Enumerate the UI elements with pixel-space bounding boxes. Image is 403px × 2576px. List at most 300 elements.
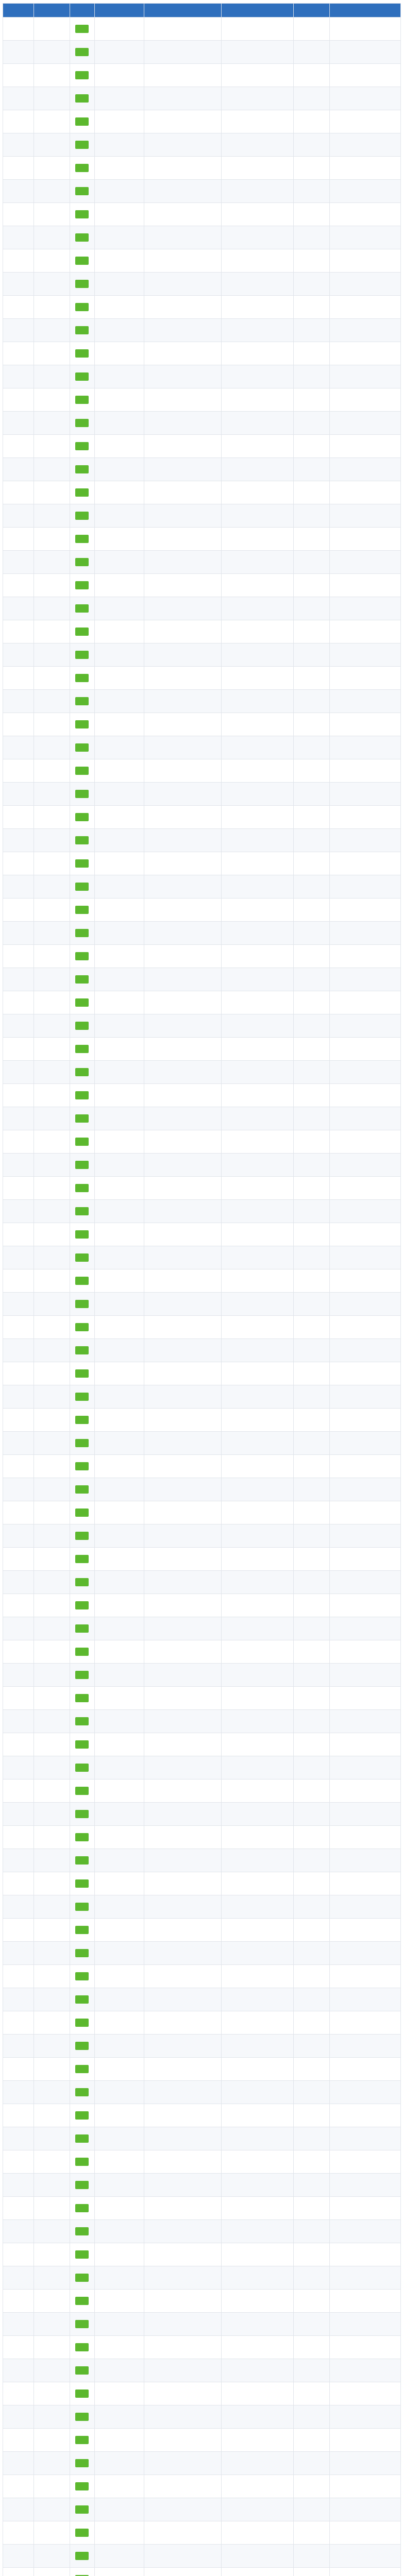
table-cell xyxy=(33,1756,70,1780)
table-cell xyxy=(293,1385,329,1409)
table-cell xyxy=(329,2174,400,2197)
status-badge xyxy=(75,929,89,937)
table-cell xyxy=(144,203,221,226)
table-cell xyxy=(3,365,33,388)
table-cell xyxy=(144,1849,221,1872)
status-badge xyxy=(75,2320,89,2328)
table-cell xyxy=(221,1478,293,1501)
table-cell xyxy=(144,18,221,41)
table-cell xyxy=(329,1107,400,1130)
table-cell xyxy=(329,1038,400,1061)
table-cell xyxy=(3,1478,33,1501)
table-cell xyxy=(3,922,33,945)
table-cell xyxy=(3,1640,33,1664)
table-cell xyxy=(94,852,144,875)
table-cell xyxy=(33,620,70,643)
status-badge xyxy=(75,1694,89,1702)
table-cell xyxy=(293,18,329,41)
table-cell xyxy=(221,968,293,991)
table-cell xyxy=(33,643,70,667)
table-row xyxy=(3,759,400,783)
table-row xyxy=(3,1687,400,1710)
status-badge xyxy=(75,2088,89,2096)
table-row xyxy=(3,667,400,690)
table-cell xyxy=(33,1942,70,1965)
table-cell xyxy=(144,852,221,875)
table-cell xyxy=(144,1919,221,1942)
table-cell xyxy=(144,1246,221,1269)
table-cell xyxy=(221,2521,293,2545)
table-cell xyxy=(70,1617,94,1640)
table-cell xyxy=(329,2568,400,2576)
table-cell xyxy=(94,2475,144,2498)
table-cell xyxy=(33,991,70,1014)
table-cell xyxy=(94,597,144,620)
table-cell xyxy=(3,2498,33,2521)
table-cell xyxy=(33,1571,70,1594)
table-cell xyxy=(33,18,70,41)
table-cell xyxy=(144,249,221,273)
table-cell xyxy=(144,2035,221,2058)
table-cell xyxy=(329,157,400,180)
table-cell xyxy=(329,1362,400,1385)
table-cell xyxy=(221,991,293,1014)
status-badge xyxy=(75,1439,89,1447)
table-row xyxy=(3,2243,400,2266)
status-badge xyxy=(75,813,89,821)
status-badge xyxy=(75,1926,89,1934)
table-row xyxy=(3,157,400,180)
table-cell xyxy=(293,2313,329,2336)
table-cell xyxy=(70,829,94,852)
table-cell xyxy=(221,1548,293,1571)
table-row xyxy=(3,1455,400,1478)
table-cell xyxy=(144,504,221,528)
table-cell xyxy=(70,2498,94,2521)
table-cell xyxy=(329,551,400,574)
table-row xyxy=(3,2545,400,2568)
table-row xyxy=(3,504,400,528)
table-cell xyxy=(293,945,329,968)
table-cell xyxy=(3,736,33,759)
table-cell xyxy=(3,481,33,504)
table-cell xyxy=(33,528,70,551)
table-cell xyxy=(94,273,144,296)
status-badge xyxy=(75,1230,89,1239)
table-cell xyxy=(293,1803,329,1826)
table-cell xyxy=(293,759,329,783)
table-cell xyxy=(293,829,329,852)
table-cell xyxy=(221,1710,293,1733)
table-cell xyxy=(33,203,70,226)
table-cell xyxy=(94,412,144,435)
table-cell xyxy=(33,1107,70,1130)
table-cell xyxy=(3,1316,33,1339)
table-cell xyxy=(33,388,70,412)
table-cell xyxy=(3,1849,33,1872)
table-cell xyxy=(293,296,329,319)
table-cell xyxy=(293,342,329,365)
table-cell xyxy=(144,365,221,388)
table-cell xyxy=(144,2104,221,2127)
status-badge xyxy=(75,720,89,728)
table-cell xyxy=(94,41,144,64)
status-badge xyxy=(75,465,89,473)
table-row xyxy=(3,991,400,1014)
table-cell xyxy=(329,783,400,806)
table-row xyxy=(3,528,400,551)
table-cell xyxy=(329,2313,400,2336)
table-cell xyxy=(329,2498,400,2521)
table-cell xyxy=(293,273,329,296)
table-row xyxy=(3,1710,400,1733)
table-cell xyxy=(329,1710,400,1733)
table-cell xyxy=(70,643,94,667)
table-cell xyxy=(221,1501,293,1524)
table-row xyxy=(3,2174,400,2197)
table-cell xyxy=(33,1130,70,1154)
table-cell xyxy=(329,1084,400,1107)
table-cell xyxy=(3,458,33,481)
table-cell xyxy=(293,1339,329,1362)
table-row xyxy=(3,1409,400,1432)
table-cell xyxy=(94,1084,144,1107)
table-cell xyxy=(329,1733,400,1756)
status-badge xyxy=(75,2343,89,2351)
table-cell xyxy=(221,504,293,528)
table-cell xyxy=(221,2127,293,2150)
table-cell xyxy=(293,2336,329,2359)
table-cell xyxy=(293,783,329,806)
table-row xyxy=(3,1501,400,1524)
table-cell xyxy=(33,226,70,249)
table-cell xyxy=(70,1988,94,2011)
table-cell xyxy=(293,1014,329,1038)
table-cell xyxy=(3,2382,33,2405)
table-cell xyxy=(70,2336,94,2359)
table-cell xyxy=(329,852,400,875)
column-header xyxy=(329,4,400,18)
table-cell xyxy=(3,41,33,64)
table-cell xyxy=(33,736,70,759)
table-cell xyxy=(221,1826,293,1849)
table-cell xyxy=(33,968,70,991)
table-cell xyxy=(293,1409,329,1432)
table-cell xyxy=(221,2220,293,2243)
status-badge xyxy=(75,1138,89,1146)
table-cell xyxy=(94,2429,144,2452)
table-cell xyxy=(70,133,94,157)
table-cell xyxy=(94,296,144,319)
table-cell xyxy=(221,1872,293,1895)
table-cell xyxy=(33,180,70,203)
table-cell xyxy=(329,1246,400,1269)
table-row xyxy=(3,1014,400,1038)
status-badge xyxy=(75,512,89,520)
table-cell xyxy=(329,1687,400,1710)
table-row xyxy=(3,1733,400,1756)
table-cell xyxy=(70,574,94,597)
status-badge xyxy=(75,651,89,659)
table-cell xyxy=(94,87,144,110)
status-badge xyxy=(75,1161,89,1169)
table-cell xyxy=(33,1501,70,1524)
table-cell xyxy=(293,1200,329,1223)
column-header xyxy=(3,4,33,18)
table-cell xyxy=(221,18,293,41)
table-cell xyxy=(293,528,329,551)
table-cell xyxy=(144,1501,221,1524)
table-cell xyxy=(144,1385,221,1409)
table-cell xyxy=(94,574,144,597)
table-cell xyxy=(70,1316,94,1339)
table-cell xyxy=(221,2545,293,2568)
table-cell xyxy=(329,1478,400,1501)
table-cell xyxy=(70,273,94,296)
table-row xyxy=(3,1200,400,1223)
table-cell xyxy=(33,1014,70,1038)
table-cell xyxy=(94,1014,144,1038)
table-cell xyxy=(94,1710,144,1733)
table-cell xyxy=(144,991,221,1014)
table-cell xyxy=(33,1733,70,1756)
table-cell xyxy=(3,2452,33,2475)
table-cell xyxy=(94,783,144,806)
table-cell xyxy=(329,249,400,273)
table-cell xyxy=(70,2011,94,2035)
table-row xyxy=(3,1942,400,1965)
table-cell xyxy=(3,273,33,296)
table-cell xyxy=(144,2429,221,2452)
table-cell xyxy=(3,1919,33,1942)
table-row xyxy=(3,1571,400,1594)
table-cell xyxy=(329,1895,400,1919)
table-cell xyxy=(144,1478,221,1501)
table-cell xyxy=(33,1895,70,1919)
status-badge xyxy=(75,628,89,636)
table-cell xyxy=(33,922,70,945)
table-cell xyxy=(329,2429,400,2452)
table-row xyxy=(3,249,400,273)
table-cell xyxy=(144,1664,221,1687)
table-cell xyxy=(293,1872,329,1895)
table-cell xyxy=(94,806,144,829)
table-cell xyxy=(144,1130,221,1154)
table-cell xyxy=(94,180,144,203)
table-cell xyxy=(293,458,329,481)
table-cell xyxy=(293,2104,329,2127)
table-cell xyxy=(33,319,70,342)
table-cell xyxy=(293,2382,329,2405)
status-badge xyxy=(75,1833,89,1841)
table-cell xyxy=(293,1780,329,1803)
table-cell xyxy=(70,110,94,133)
table-cell xyxy=(33,875,70,899)
table-row xyxy=(3,2382,400,2405)
table-cell xyxy=(3,2243,33,2266)
table-cell xyxy=(329,1919,400,1942)
table-cell xyxy=(70,1154,94,1177)
status-badge xyxy=(75,303,89,311)
table-cell xyxy=(329,1872,400,1895)
table-cell xyxy=(221,2336,293,2359)
table-cell xyxy=(329,1942,400,1965)
table-cell xyxy=(221,783,293,806)
table-cell xyxy=(293,64,329,87)
table-row xyxy=(3,203,400,226)
status-badge xyxy=(75,1300,89,1308)
table-cell xyxy=(293,1478,329,1501)
table-cell xyxy=(94,2081,144,2104)
table-row xyxy=(3,2081,400,2104)
status-badge xyxy=(75,1022,89,1030)
table-cell xyxy=(94,1339,144,1362)
table-cell xyxy=(329,1756,400,1780)
status-badge xyxy=(75,697,89,705)
table-cell xyxy=(33,342,70,365)
table-cell xyxy=(329,1965,400,1988)
table-cell xyxy=(329,319,400,342)
table-cell xyxy=(70,1919,94,1942)
table-cell xyxy=(33,2220,70,2243)
table-cell xyxy=(3,1107,33,1130)
table-cell xyxy=(221,365,293,388)
table-header-row xyxy=(3,4,400,18)
table-cell xyxy=(329,1594,400,1617)
table-cell xyxy=(94,1177,144,1200)
table-cell xyxy=(293,110,329,133)
table-cell xyxy=(221,1409,293,1432)
table-cell xyxy=(94,2498,144,2521)
table-cell xyxy=(144,110,221,133)
status-badge xyxy=(75,2250,89,2259)
table-cell xyxy=(70,1803,94,1826)
table-cell xyxy=(144,1826,221,1849)
table-cell xyxy=(33,41,70,64)
table-cell xyxy=(329,1385,400,1409)
table-cell xyxy=(94,2545,144,2568)
table-cell xyxy=(221,922,293,945)
table-cell xyxy=(221,829,293,852)
table-cell xyxy=(70,899,94,922)
table-cell xyxy=(33,852,70,875)
table-cell xyxy=(329,2452,400,2475)
table-cell xyxy=(144,2150,221,2174)
table-cell xyxy=(293,2405,329,2429)
table-row xyxy=(3,458,400,481)
table-cell xyxy=(70,2174,94,2197)
table-cell xyxy=(329,1826,400,1849)
table-cell xyxy=(144,1965,221,1988)
table-cell xyxy=(221,1246,293,1269)
table-cell xyxy=(94,1664,144,1687)
table-cell xyxy=(33,481,70,504)
table-row xyxy=(3,412,400,435)
table-cell xyxy=(144,1571,221,1594)
table-cell xyxy=(70,2266,94,2290)
table-row xyxy=(3,1617,400,1640)
table-cell xyxy=(3,1942,33,1965)
table-row xyxy=(3,2429,400,2452)
table-cell xyxy=(329,1571,400,1594)
table-cell xyxy=(3,2405,33,2429)
table-cell xyxy=(144,806,221,829)
table-cell xyxy=(70,2243,94,2266)
table-row xyxy=(3,1872,400,1895)
table-cell xyxy=(94,1895,144,1919)
table-row xyxy=(3,388,400,412)
table-cell xyxy=(329,1130,400,1154)
table-cell xyxy=(221,528,293,551)
table-cell xyxy=(293,2429,329,2452)
table-cell xyxy=(3,968,33,991)
table-cell xyxy=(221,87,293,110)
table-cell xyxy=(70,2405,94,2429)
column-header xyxy=(70,4,94,18)
table-cell xyxy=(221,41,293,64)
table-cell xyxy=(221,2150,293,2174)
status-badge xyxy=(75,141,89,149)
table-cell xyxy=(221,1617,293,1640)
table-cell xyxy=(70,1849,94,1872)
table-cell xyxy=(3,1223,33,1246)
table-cell xyxy=(144,1640,221,1664)
table-cell xyxy=(221,2313,293,2336)
table-cell xyxy=(94,643,144,667)
table-row xyxy=(3,87,400,110)
table-row xyxy=(3,783,400,806)
table-cell xyxy=(94,342,144,365)
table-cell xyxy=(221,1362,293,1385)
table-cell xyxy=(144,2405,221,2429)
table-cell xyxy=(144,875,221,899)
table-cell xyxy=(144,2290,221,2313)
table-cell xyxy=(3,87,33,110)
table-cell xyxy=(329,2405,400,2429)
table-cell xyxy=(3,829,33,852)
table-cell xyxy=(33,1548,70,1571)
table-cell xyxy=(144,1872,221,1895)
table-cell xyxy=(293,1154,329,1177)
table-body xyxy=(3,18,400,2576)
table-cell xyxy=(70,1130,94,1154)
table-cell xyxy=(94,319,144,342)
table-cell xyxy=(70,1339,94,1362)
table-cell xyxy=(329,1293,400,1316)
table-row xyxy=(3,852,400,875)
table-cell xyxy=(293,41,329,64)
table-cell xyxy=(329,458,400,481)
table-cell xyxy=(329,2475,400,2498)
table-cell xyxy=(33,296,70,319)
status-badge xyxy=(75,2274,89,2282)
table-cell xyxy=(94,2104,144,2127)
table-cell xyxy=(144,180,221,203)
table-cell xyxy=(3,2313,33,2336)
table-cell xyxy=(221,1849,293,1872)
table-cell xyxy=(293,643,329,667)
table-cell xyxy=(33,87,70,110)
table-row xyxy=(3,2452,400,2475)
table-cell xyxy=(70,1362,94,1385)
table-cell xyxy=(144,528,221,551)
status-badge xyxy=(75,1648,89,1656)
table-cell xyxy=(293,875,329,899)
status-badge xyxy=(75,1555,89,1563)
table-row xyxy=(3,1385,400,1409)
table-cell xyxy=(144,2220,221,2243)
table-cell xyxy=(144,412,221,435)
